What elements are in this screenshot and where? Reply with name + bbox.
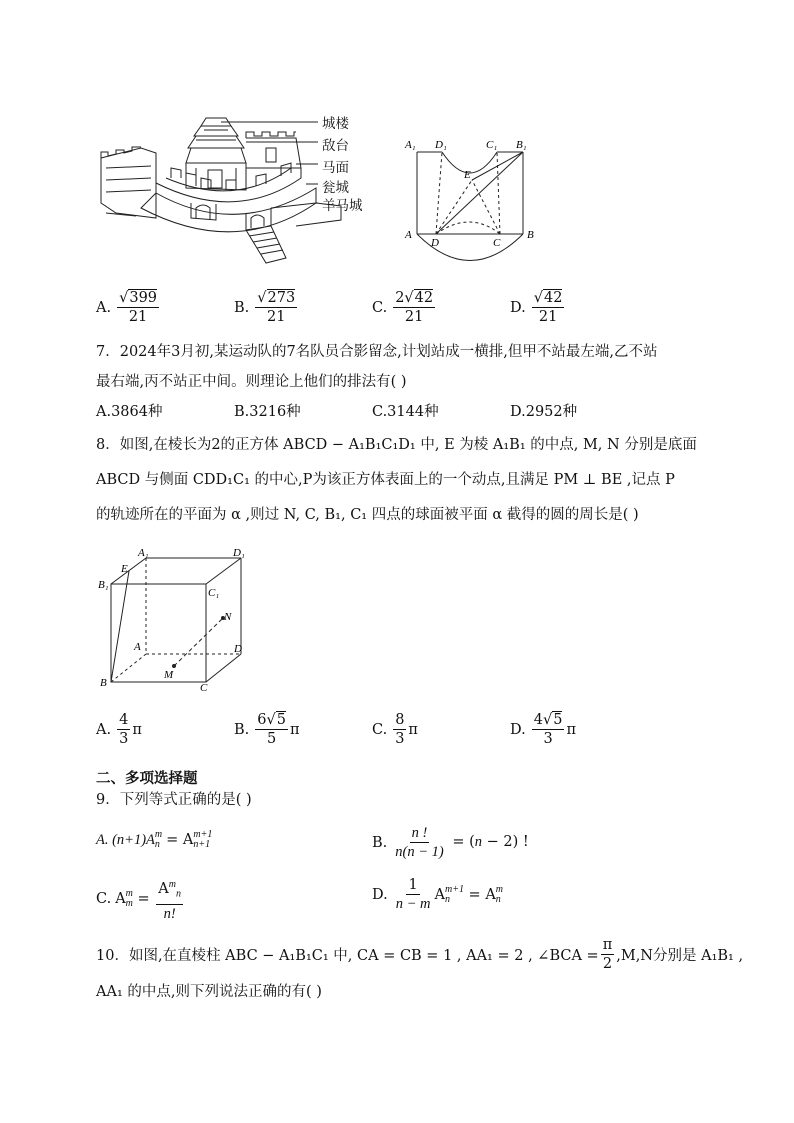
- q9-option-b[interactable]: B. $\frac{n !}{n(n - 1)}$ = (n − 2) !: [372, 825, 529, 860]
- castle-label-5: 羊马城: [322, 198, 363, 214]
- cube-label-m: M: [164, 669, 174, 681]
- q10-line-2: AA₁ 的中点,则下列说法正确的有( ): [96, 984, 322, 1000]
- cyl-point-b1: B₁: [516, 139, 527, 151]
- castle-label-2: 敌台: [322, 138, 349, 154]
- cyl-point-e: E: [464, 169, 471, 181]
- q6-option-a[interactable]: A. $\frac{√399}{21}$: [96, 290, 158, 325]
- q7-option-a[interactable]: A.3864种: [96, 404, 163, 420]
- cube-figure: [96, 544, 266, 694]
- cube-label-e: E: [121, 563, 128, 575]
- q7-option-c[interactable]: C.3144种: [372, 404, 439, 420]
- cube-label-c1: C₁: [208, 587, 220, 599]
- q8-line-1: 8．如图,在棱长为2的正方体 ABCD − A₁B₁C₁D₁ 中, E 为棱 A₁B₁ 的中点, M, N 分别是底面: [96, 437, 697, 453]
- cyl-point-a1: A₁: [405, 139, 416, 151]
- cube-label-d1: D₁: [233, 547, 245, 559]
- q8-option-c[interactable]: C. $\frac{8}{3}$ π: [372, 712, 418, 747]
- castle-label-3: 马面: [322, 160, 349, 176]
- q8-option-b[interactable]: B. $\frac{6√5}{5}$ π: [234, 712, 300, 747]
- cyl-point-c: C: [493, 237, 501, 249]
- section-2-title: 二、多项选择题: [96, 770, 198, 787]
- cube-label-c: C: [200, 682, 208, 694]
- q8-line-2: ABCD 与侧面 CDD₁C₁ 的中心,P为该正方体表面上的一个动点,且满足 PM ⊥ BE ,记点 P: [96, 472, 675, 488]
- cylinder-figure: [400, 132, 550, 272]
- q9-option-a[interactable]: A. (n+1)A m n = A m+1 n+1: [96, 829, 213, 850]
- q7-option-d[interactable]: D.2952种: [510, 404, 578, 420]
- q6-option-d[interactable]: D. $\frac{√42}{21}$: [510, 290, 563, 325]
- cube-label-b: B: [100, 677, 107, 689]
- cyl-point-d1: D₁: [435, 139, 447, 151]
- q9-option-c[interactable]: C. A m m = $\frac{A^m_n}{n!}$: [96, 876, 185, 923]
- q9-stem: 9．下列等式正确的是( ): [96, 792, 252, 808]
- castle-label-1: 城楼: [322, 116, 349, 132]
- cyl-point-a: A: [405, 229, 412, 241]
- cyl-point-c1: C₁: [486, 139, 498, 151]
- cube-point-m-dot: [172, 664, 176, 668]
- cube-label-a1: A₁: [138, 547, 149, 559]
- cube-label-n: N: [224, 611, 232, 623]
- cube-label-b1: B₁: [98, 579, 109, 591]
- castle-label-4: 瓮城: [322, 180, 349, 196]
- cube-label-a: A: [134, 641, 141, 653]
- cylinder-drawing: [400, 132, 550, 272]
- q6-option-c[interactable]: C. $\frac{2√42}{21}$: [372, 290, 434, 325]
- cyl-point-d: D: [431, 237, 439, 249]
- cube-drawing: [96, 544, 266, 694]
- q8-option-d[interactable]: D. $\frac{4√5}{3}$ π: [510, 712, 576, 747]
- cube-label-d: D: [234, 643, 242, 655]
- q8-option-a[interactable]: A. $\frac{4}{3}$ π: [96, 712, 142, 747]
- q7-line-1: 7．2024年3月初,某运动队的7名队员合影留念,计划站成一横排,但甲不站最左端,乙不站: [96, 344, 658, 360]
- cyl-point-b: B: [527, 229, 534, 241]
- q8-line-3: 的轨迹所在的平面为 α ,则过 N, C, B₁, C₁ 四点的球面被平面 α 截得的圆的周长是( ): [96, 507, 639, 523]
- q6-option-b[interactable]: B. $\frac{√273}{21}$: [234, 290, 296, 325]
- q7-option-b[interactable]: B.3216种: [234, 404, 301, 420]
- q9-option-d[interactable]: D. $\frac{1}{n - m}$ A m+1 n = A m n: [372, 877, 504, 912]
- q7-line-2: 最右端,丙不站正中间。则理论上他们的排法有( ): [96, 374, 407, 390]
- q10-line-1: 10．如图,在直棱柱 ABC − A₁B₁C₁ 中, CA = CB = 1 , AA₁ = 2 , ∠BCA = $\frac{\pi}{2}$ ,M,N分别是 A₁B₁ ,: [96, 937, 744, 972]
